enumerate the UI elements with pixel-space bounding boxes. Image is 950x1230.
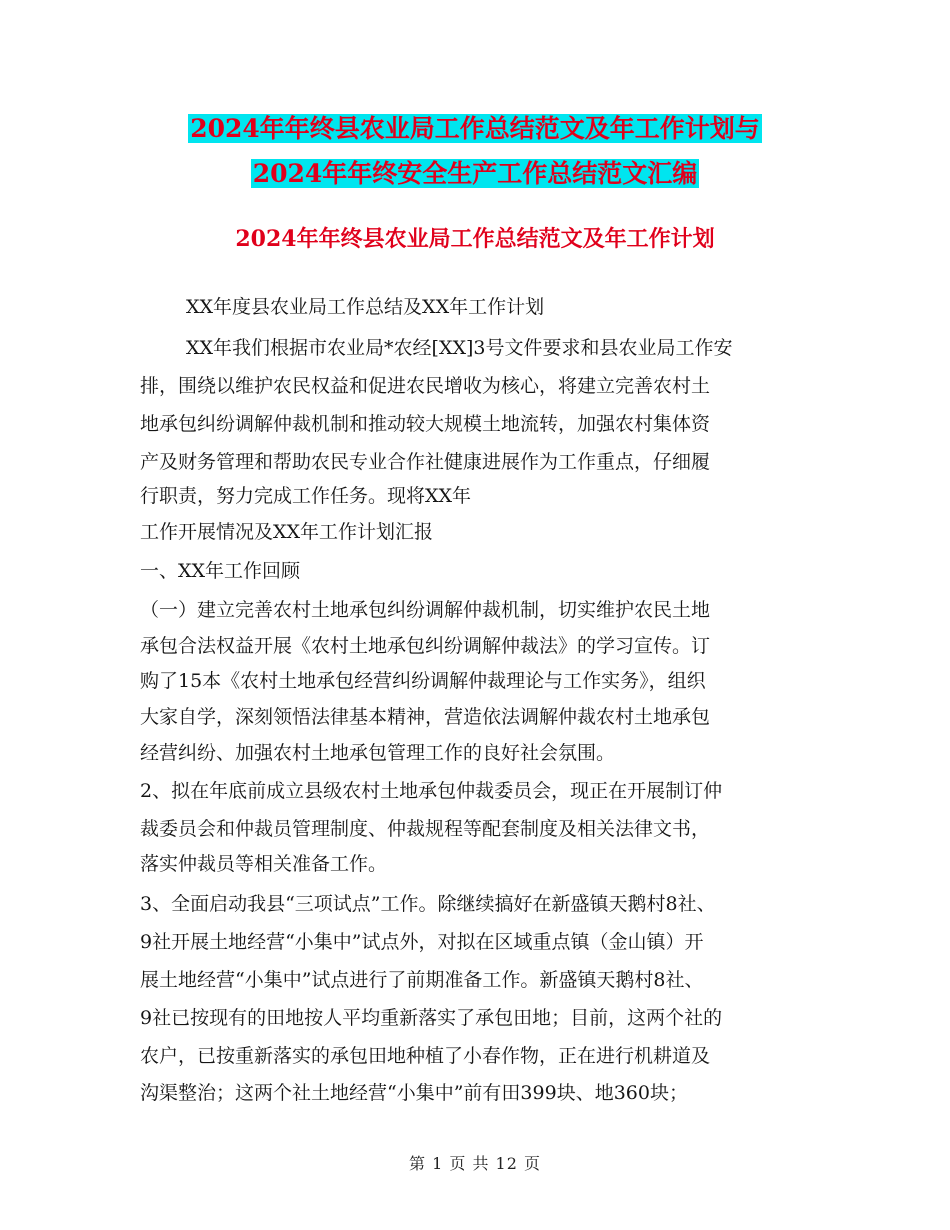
body-line: 大家自学，深刻领悟法律基本精神，营造依法调解仲裁农村土地承包 [140,706,711,728]
body-line: 经营纠纷、加强农村土地承包管理工作的良好社会氛围。 [140,742,616,764]
title-highlight-1: 2024年年终县农业局工作总结范文及年工作计划与 [190,114,760,143]
body-line: 行职责，努力完成工作任务。现将XX年 [140,485,472,507]
body-line: 沟渠整治；这两个社土地经营“小集中”前有田399块、地360块； [140,1082,688,1104]
body-line: XX年我们根据市农业局*农经[XX]3号文件要求和县农业局工作安 [186,337,733,359]
document-title-line-2 [0,157,950,191]
section-title: 2024年年终县农业局工作总结范文及年工作计划 [235,226,715,252]
body-line: 购了15本《农村土地承包经营纠纷调解仲裁理论与工作实务》，组织 [140,670,706,692]
body-line: （一）建立完善农村土地承包纠纷调解仲裁机制，切实维护农民土地 [140,599,711,621]
body-line: 展土地经营“小集中”试点进行了前期准备工作。新盛镇天鹅村8社、 [140,969,704,991]
body-line: 产及财务管理和帮助农民专业合作社健康进展作为工作重点，仔细履 [140,451,711,473]
body-line: 2、拟在年底前成立县级农村土地承包仲裁委员会，现正在开展制订仲 [140,780,723,802]
body-line: 一、XX年工作回顾 [140,560,301,582]
body-line: XX年度县农业局工作总结及XX年工作计划 [186,296,545,318]
body-line: 9社开展土地经营“小集中”试点外，对拟在区域重点镇（金山镇）开 [140,931,704,953]
body-line: 工作开展情况及XX年工作计划汇报 [140,521,434,543]
page-number-footer: 第 1 页 共 12 页 [409,1154,541,1173]
body-line: 排，围绕以维护农民权益和促进农民增收为核心，将建立完善农村土 [140,375,711,397]
body-line: 地承包纠纷调解仲裁机制和推动较大规模土地流转，加强农村集体资 [140,413,711,435]
body-line: 农户，已按重新落实的承包田地种植了小春作物，正在进行机耕道及 [140,1045,711,1067]
document-title-line-1 [0,112,950,146]
body-line: 9社已按现有的田地按人平均重新落实了承包田地；目前，这两个社的 [140,1007,723,1029]
title-highlight-2: 2024年年终安全生产工作总结范文汇编 [252,159,698,188]
body-line: 裁委员会和仲裁员管理制度、仲裁规程等配套制度及相关法律文书， [140,818,711,840]
body-line: 承包合法权益开展《农村土地承包纠纷调解仲裁法》的学习宣传。订 [140,635,711,657]
body-line: 落实仲裁员等相关准备工作。 [140,853,388,875]
body-line: 3、全面启动我县“三项试点”工作。除继续搞好在新盛镇天鹅村8社、 [140,893,716,915]
